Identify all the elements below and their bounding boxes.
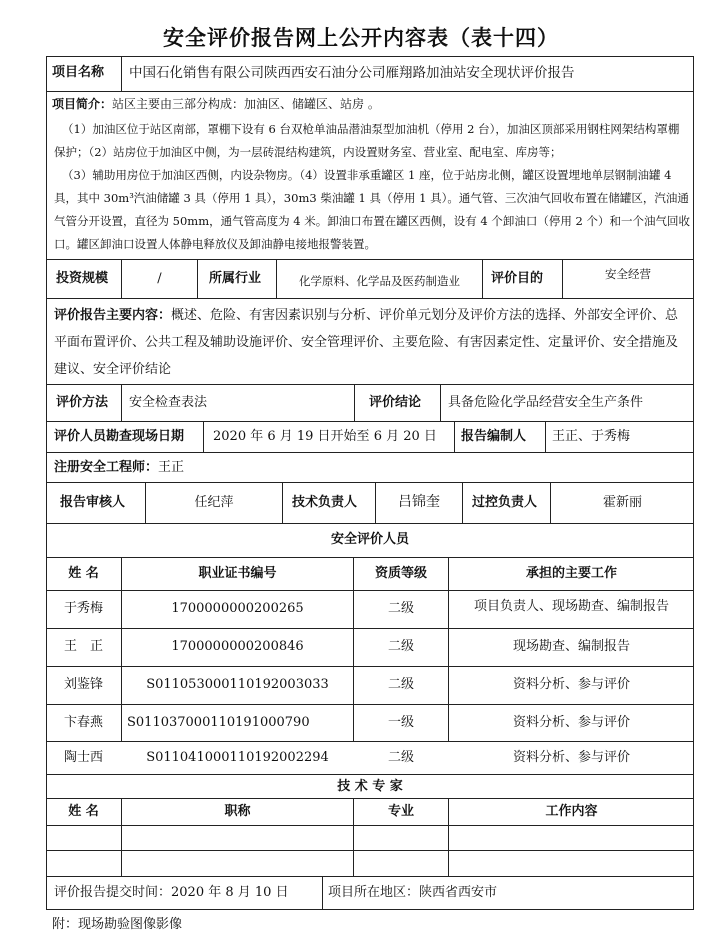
evaluator-work: 现场勘查、编制报告 [512,639,630,654]
evaluator-cert: 1700000000200846 [171,639,304,654]
submit-label: 评价报告提交时间： [54,885,172,900]
location-label: 项目所在地区： [328,885,420,900]
experts-heading: 技 术 专 家 [337,779,403,794]
investment-label: 投资规模 [56,271,109,286]
evaluator-work: 资料分析、参与评价 [512,750,630,765]
evaluator-cert: S011053000110192003033 [146,677,329,692]
engineer-label: 注册安全工程师： [54,460,159,475]
evaluator-name: 陶士西 [63,750,103,765]
compiler-value: 王正、于秀梅 [552,429,631,444]
evaluators-header-name: 姓 名 [68,566,99,581]
evaluator-name: 刘鉴锋 [63,677,103,692]
location-row [328,884,497,902]
evaluator-work: 项目负责人、现场勘查、编制报告 [473,599,669,614]
project-name-value: 中国石化销售有限公司陕西西安石油分公司雁翔路加油站安全现状评价报告 [129,65,575,81]
evaluator-level: 二级 [387,601,414,616]
engineer-row [54,459,184,477]
industry-value: 化学原料、化学品及医药制造业 [299,274,460,288]
method-label: 评价方法 [56,395,109,410]
evaluators-heading: 安全评价人员 [330,532,409,547]
evaluator-name: 卞春燕 [63,715,103,730]
project-intro-lead [52,95,380,113]
evaluator-level: 二级 [387,750,414,765]
tech-lead-value: 吕锦奎 [398,494,440,510]
purpose-value: 安全经营 [605,267,651,281]
evaluator-level: 一级 [387,715,414,730]
process-lead-value: 霍新丽 [602,495,642,510]
evaluator-cert: 1700000000200265 [171,601,304,616]
evaluator-name: 于秀梅 [63,601,103,616]
submit-value: 2020 年 8 月 10 日 [171,885,289,900]
evaluator-work: 资料分析、参与评价 [512,677,630,692]
site-date-label: 评价人员勘查现场日期 [54,429,185,444]
evaluator-cert: S011037000110191000790 [127,715,310,730]
project-name-label: 项目名称 [52,65,105,80]
conclusion-value: 具备危险化学品经营安全生产条件 [448,395,644,410]
engineer-value: 王正 [158,460,185,475]
experts-header-work: 工作内容 [545,804,598,819]
evaluators-header-level: 资质等级 [374,566,427,581]
evaluator-name: 王 正 [63,639,103,654]
evaluator-work: 资料分析、参与评价 [512,715,630,730]
site-date-value: 2020 年 6 月 19 日开始至 6 月 20 日 [213,429,437,444]
purpose-label: 评价目的 [491,271,544,286]
tech-lead-label: 技术负责人 [292,495,358,510]
experts-header-title: 职称 [224,804,251,819]
evaluators-header-work: 承担的主要工作 [525,566,617,581]
submit-row [54,884,289,902]
page-title: 安全评价报告网上公开内容表（表十四） [163,26,559,50]
conclusion-label: 评价结论 [369,395,422,410]
project-intro-label: 项目简介： [52,97,113,111]
investment-value: / [157,271,162,286]
project-intro-lead-text: 站区主要由三部分构成：加油区、储罐区、站房 。 [112,97,380,111]
evaluator-level: 二级 [387,677,414,692]
reviewer-label: 报告审核人 [60,495,126,510]
evaluators-header-cert: 职业证书编号 [198,566,277,581]
evaluator-level: 二级 [387,639,414,654]
project-intro-paragraph-1: （1）加油区位于站区南部，罩棚下设有 6 台双枪单油品潜油泵型加油机（停用 2 台），加油区顶部采用钢柱网架结构罩棚保护；（2）站房位于加油区中侧，为一层砖混结构建筑，内设置财务室、营业室、配电室、库房等； [54,122,680,159]
process-lead-label: 过控负责人 [472,495,538,510]
method-value: 安全检查表法 [129,395,208,410]
industry-label: 所属行业 [209,271,262,286]
location-value: 陕西省西安市 [419,885,498,900]
reviewer-value: 任纪萍 [194,495,234,510]
project-intro-paragraph-2: （3）辅助用房位于加油区西侧，内设杂物房。（4）设置非承重罐区 1 座，位于站房北侧，罐区设置埋地单层钢制油罐 4 具，其中 30m³汽油储罐 3 具（停用 1 具），30m3 柴油罐 1 具（停用 1 具）。通气管、三次油气回收布置在储罐区，汽油通气管分开设置，直径为 50mm，通气管高度为 4 米。卸油口布置在罐区西侧，设有 4 个卸油口（停用 2 个）和一个油气回收口。罐区卸油口设置人体静电释放仪及卸油静电接地报警装置。 [54,168,690,251]
footnote: 附：现场勘验图像影像 [52,917,183,932]
experts-header-major: 专业 [387,804,414,819]
report-content-label: 评价报告主要内容： [54,308,172,323]
compiler-label: 报告编制人 [461,429,527,444]
evaluator-cert: S011041000110192002294 [146,750,329,765]
report-content-text: 概述、危险、有害因素识别与分析、评价单元划分及评价方法的选择、外部安全评价、总平面布置评价、公共工程及辅助设施评价、安全管理评价、主要危险、有害因素定性、定量评价、安全措施及建议、安全评价结论 [54,308,679,377]
experts-header-name: 姓 名 [68,804,99,819]
report-content [54,302,690,383]
